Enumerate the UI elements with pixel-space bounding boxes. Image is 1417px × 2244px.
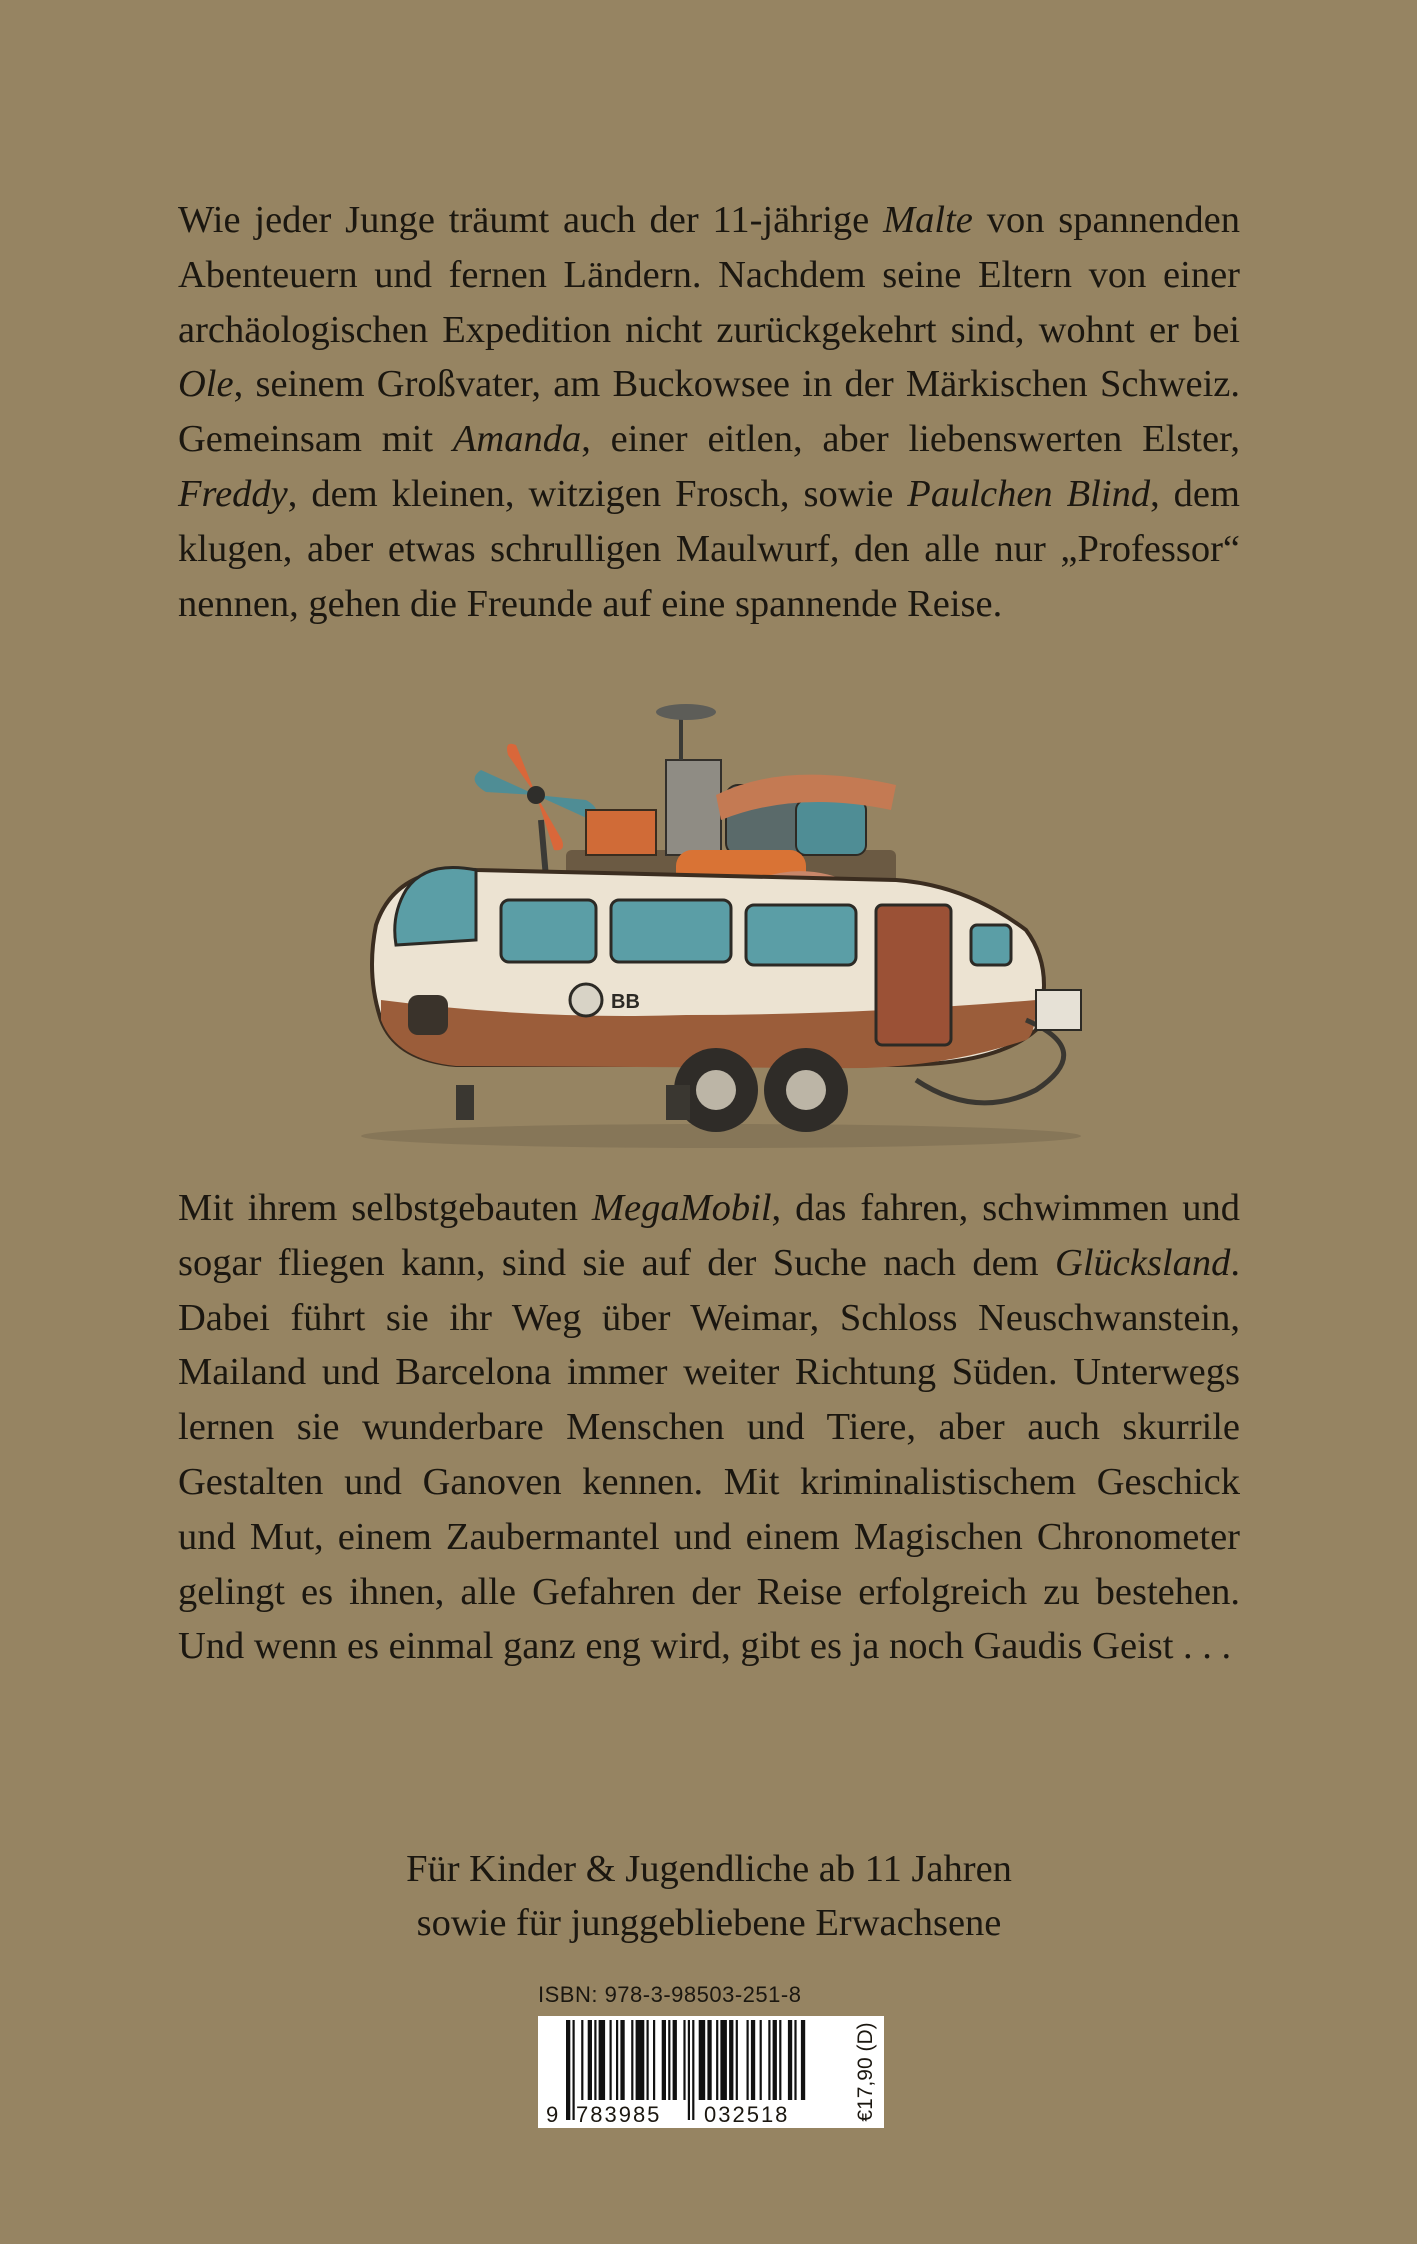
barcode-bar xyxy=(647,2020,649,2100)
blurb-text: . Dabei führt sie ihr Weg über Weimar, Schloss Neuschwanstein, Mailand und Barcelona immer weiter Richtung Süden. Unterwegs lernen sie wunderbare Menschen und Tiere, aber auch skurrile Gestalten und Ganoven kennen. Mit kriminalistischem Geschick und Mut, einem Zaubermantel und einem Magischen Chronometer gelingt es ihnen, alle Gefahren der Reise erfolgreich zu bestehen. Und wenn es einmal ganz eng wird, gibt es ja noch Gaudis Geist . . . xyxy=(178,1241,1240,1668)
audience-line-1: Für Kinder & Jugendliche ab 11 Jahren xyxy=(406,1848,1012,1890)
barcode-bar xyxy=(751,2020,755,2100)
blurb-paragraph-2 xyxy=(178,1181,1240,1674)
blurb-text: von spannenden Abenteuern und fernen Ländern. Nachdem seine Eltern von einer archäologischen Expedition nicht zurückgekehrt sind, wohnt er bei xyxy=(178,199,1240,351)
barcode-bar xyxy=(699,2020,706,2100)
blurb-text: , das fahren, schwimmen und sogar fliegen kann, sind sie auf der Suche nach dem xyxy=(178,1187,1240,1284)
barcode-bar xyxy=(594,2020,596,2100)
barcode-bar xyxy=(599,2020,606,2100)
megamobil-vehicle-icon xyxy=(336,700,1106,1160)
blurb-paragraph-1 xyxy=(178,193,1240,631)
barcode-bar xyxy=(653,2020,655,2100)
barcode-bar xyxy=(616,2020,618,2100)
name-gluecksland: Glücksland xyxy=(1055,1241,1231,1284)
barcode-bar xyxy=(692,2020,694,2120)
target-audience xyxy=(178,1842,1240,1950)
barcode-bar xyxy=(636,2020,645,2100)
price-label xyxy=(848,2016,884,2128)
name-megamobil: MegaMobil xyxy=(591,1187,772,1229)
barcode-bar xyxy=(588,2020,592,2100)
barcode-bar xyxy=(773,2020,777,2100)
barcode-bar xyxy=(688,2020,690,2120)
name-malte: Malte xyxy=(883,199,973,241)
barcode-bar xyxy=(801,2020,805,2100)
barcode-bar xyxy=(683,2020,685,2100)
blurb-text: , seinem Großvater, am Buckowsee in der Märkischen Schweiz. Gemeinsam mit xyxy=(178,363,1240,461)
isbn-barcode xyxy=(538,2016,848,2128)
barcode-digit-lead: 9 xyxy=(546,2102,559,2127)
isbn-label: ISBN: 978-3-98503-251-8 xyxy=(538,1982,802,2007)
vehicle-plate-text: BB xyxy=(611,991,640,1013)
barcode-bar xyxy=(566,2020,570,2120)
barcode-bar xyxy=(768,2020,770,2100)
name-paulchen-blind: Paulchen Blind xyxy=(907,472,1151,515)
name-freddy: Freddy xyxy=(178,472,288,515)
blurb-text: Mit ihrem selbstgebauten xyxy=(178,1187,592,1229)
blurb-text: Wie jeder Junge träumt auch der 11-jährige xyxy=(178,199,884,241)
barcode-bar xyxy=(736,2020,738,2100)
barcode-bar xyxy=(707,2020,711,2100)
blurb-text: , dem kleinen, witzigen Frosch, sowie xyxy=(287,472,908,515)
barcode-bar xyxy=(620,2020,624,2100)
barcode-bar xyxy=(668,2020,670,2100)
barcode-bar xyxy=(631,2020,633,2100)
name-amanda: Amanda xyxy=(452,418,582,461)
megamobil-illustration xyxy=(336,700,1106,1160)
audience-line-2: sowie für junggebliebene Erwachsene xyxy=(416,1902,1002,1944)
barcode-bar xyxy=(788,2020,792,2100)
barcode-bar xyxy=(794,2020,796,2100)
barcode-bar xyxy=(760,2020,762,2100)
blurb-text: , einer eitlen, aber liebenswerten Elster, xyxy=(581,418,1240,461)
blurb-text: , dem klugen, aber etwas schrulligen Maulwurf, den alle nur „Professor“ nennen, gehen die Freunde auf eine spannende Reise. xyxy=(178,472,1240,625)
barcode-bar xyxy=(581,2020,583,2100)
barcode-bar xyxy=(662,2020,666,2100)
barcode-bar xyxy=(673,2020,677,2100)
name-ole: Ole xyxy=(178,363,234,406)
barcode-bar xyxy=(716,2020,718,2100)
barcode-bar xyxy=(610,2020,612,2100)
price-text: €17,90 (D) xyxy=(854,2022,877,2122)
barcode-digits-left: 783985 xyxy=(576,2102,662,2127)
barcode-bar xyxy=(729,2020,733,2100)
barcode-digits-right: 032518 xyxy=(704,2102,790,2127)
barcode-icon xyxy=(538,2016,848,2128)
barcode-bar xyxy=(573,2020,575,2120)
vehicle-body-icon xyxy=(372,868,1044,1069)
barcode-bar xyxy=(779,2020,781,2100)
barcode-bar xyxy=(720,2020,727,2100)
barcode-bar xyxy=(747,2020,749,2100)
